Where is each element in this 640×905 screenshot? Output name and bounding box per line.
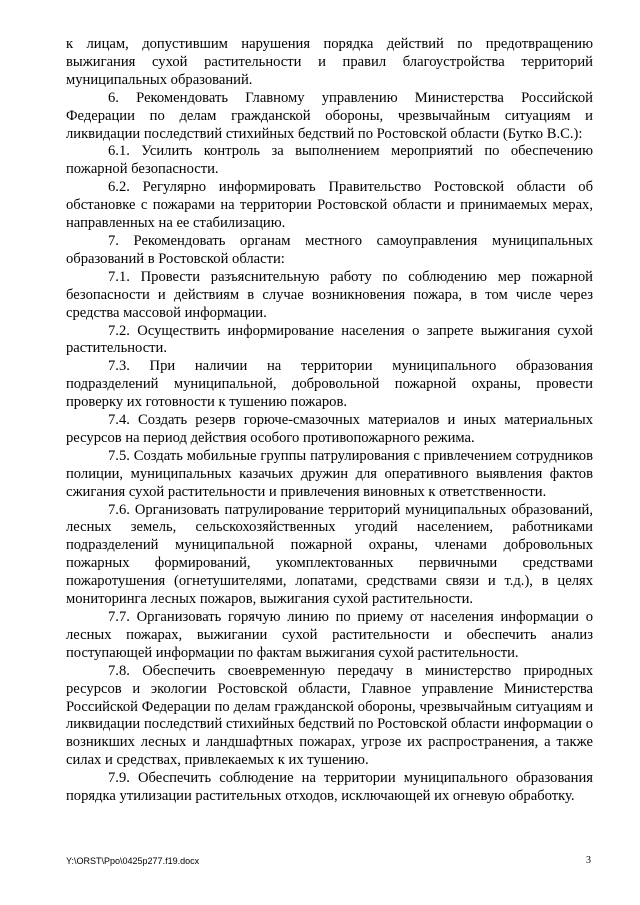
page-number: 3 [586, 855, 591, 866]
paragraph-item-7-7: 7.7. Организовать горячую линию по приему от населения информации о лесных пожарах, выжигании сухой растительности и обеспечить анализ поступающей информации по фактам выжигания сухой растительности. [66, 609, 593, 661]
paragraph-item-7-2: 7.2. Осуществить информирование населения о запрете выжигания сухой растительности. [66, 322, 593, 357]
footer-file-path: Y:\ORST\Ppo\0425p277.f19.docx [66, 856, 200, 866]
paragraph-item-7-9: 7.9. Обеспечить соблюдение на территории муниципального образования порядка утилизации растительных отходов, исключающей их огневую обработку. [66, 770, 593, 805]
paragraph-item-7-4: 7.4. Создать резерв горюче-смазочных материалов и иных материальных ресурсов на период действия особого противопожарного режима. [66, 412, 593, 446]
paragraph-item-7-5: 7.5. Создать мобильные группы патрулирования с привлечением сотрудников полиции, муниципальных казачьих дружин для оперативного выявления фактов сжигания сухой растительности и привлечения виновных к ответственности. [66, 447, 593, 500]
paragraph-item-7-3: 7.3. При наличии на территории муниципального образования подразделений муниципальной, добровольной пожарной охраны, провести проверку их готовности к тушению пожаров. [66, 358, 593, 411]
paragraph-item-7-8: 7.8. Обеспечить своевременную передачу в министерство природных ресурсов и экологии Ростовской области, Главное управление Министерства Российской Федерации по делам гражданской обороны, чрезвычайным ситуациям и ликвидации последствий стихийных бедствий по Ростовской области информации о возникших лесных и ландшафтных пожарах, угрозе их распространения, а также силах и средствах, привлекаемых к их тушению. [66, 662, 593, 769]
document-body [66, 36, 593, 806]
paragraph-item-6: 6. Рекомендовать Главному управлению Министерства Российской Федерации по делам гражданской обороны, чрезвычайным ситуациям и ликвидации последствий стихийных бедствий по Ростовской области (Бутко В.С.): [66, 89, 593, 142]
paragraph-item-7-6: 7.6. Организовать патрулирование территорий муниципальных образований, лесных земель, сельскохозяйственных угодий населением, работниками подразделений муниципальной пожарной охраны, членами добровольных пожарных формирований, укомплектованных первичными средствами пожаротушения (огнетушителями, лопатами, средствами связи и т.д.), в целях мониторинга лесных пожаров, выжигания сухой растительности. [66, 501, 593, 608]
paragraph-item-7: 7. Рекомендовать органам местного самоуправления муниципальных образований в Ростовской области: [66, 232, 593, 267]
paragraph-continuation: к лицам, допустившим нарушения порядка действий по предотвращению выжигания сухой растительности и правил благоустройства территорий муниципальных образований. [66, 36, 593, 88]
paragraph-item-6-2: 6.2. Регулярно информировать Правительство Ростовской области об обстановке с пожарами на территории Ростовской области и принимаемых мерах, направленных на ее стабилизацию. [66, 179, 593, 232]
paragraph-item-7-1: 7.1. Провести разъяснительную работу по соблюдению мер пожарной безопасности и действиям в случае возникновения пожара, в том числе через средства массовой информации. [66, 268, 593, 321]
paragraph-item-6-1: 6.1. Усилить контроль за выполнением мероприятий по обеспечению пожарной безопасности. [66, 143, 593, 178]
